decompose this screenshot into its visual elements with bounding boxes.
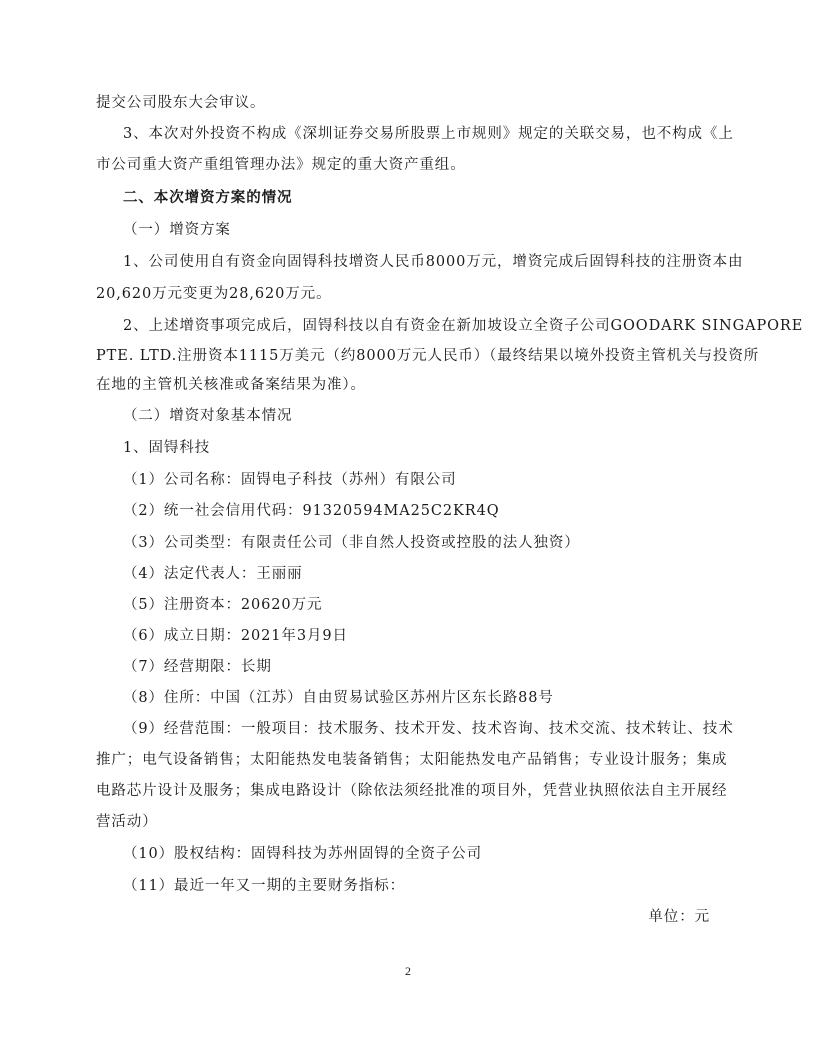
paragraph-line: 市公司重大资产重组管理办法》规定的重大资产重组。 bbox=[96, 157, 466, 173]
subsection-heading: （二）增资对象基本情况 bbox=[123, 408, 293, 424]
business-scope-line: 电路芯片设计及服务；集成电路设计（除依法须经批准的项目外，凭营业执照依法自主开展经 bbox=[96, 783, 728, 799]
company-type: （3）公司类型：有限责任公司（非自然人投资或控股的法人独资） bbox=[123, 535, 580, 551]
subsection-heading: （一）增资方案 bbox=[123, 222, 231, 238]
paragraph-line: 2、上述增资事项完成后，固锝科技以自有资金在新加坡设立全资子公司GOODARK SINGAPORE bbox=[123, 318, 804, 334]
paragraph-line: 1、公司使用自有资金向固锝科技增资人民币8000万元，增资完成后固锝科技的注册资本由 bbox=[123, 254, 744, 270]
operating-term: （7）经营期限：长期 bbox=[123, 659, 272, 675]
paragraph-line: 20,620万元变更为28,620万元。 bbox=[96, 286, 332, 302]
financial-indicators-heading: （11）最近一年又一期的主要财务指标： bbox=[123, 878, 406, 894]
legal-representative: （4）法定代表人：王丽丽 bbox=[123, 566, 303, 582]
establishment-date: （6）成立日期：2021年3月9日 bbox=[123, 628, 348, 644]
paragraph-line: 3、本次对外投资不构成《深圳证券交易所股票上市规则》规定的关联交易，也不构成《上 bbox=[123, 126, 734, 142]
business-scope-line: （9）经营范围：一般项目：技术服务、技术开发、技术咨询、技术交流、技术转让、技术 bbox=[123, 721, 734, 737]
company-name: （1）公司名称：固锝电子科技（苏州）有限公司 bbox=[123, 472, 457, 488]
list-heading: 1、固锝科技 bbox=[123, 440, 211, 456]
registered-capital: （5）注册资本：20620万元 bbox=[123, 597, 323, 613]
paragraph-line: 在地的主管机关核准或备案结果为准）。 bbox=[96, 377, 366, 393]
paragraph-line: 提交公司股东大会审议。 bbox=[96, 95, 266, 111]
business-scope-line: 推广；电气设备销售；太阳能热发电装备销售；太阳能热发电产品销售；专业设计服务；集成 bbox=[96, 752, 728, 768]
paragraph-line: PTE. LTD.注册资本1115万美元（约8000万元人民币）（最终结果以境外投资主管机关与投资所 bbox=[96, 348, 760, 364]
credit-code: （2）统一社会信用代码：91320594MA25C2KR4Q bbox=[123, 503, 500, 519]
address: （8）住所：中国（江苏）自由贸易试验区苏州片区东长路88号 bbox=[123, 690, 554, 706]
section-heading: 二、本次增资方案的情况 bbox=[123, 189, 293, 206]
business-scope-line: 营活动） bbox=[96, 814, 158, 830]
unit-label: 单位：元 bbox=[648, 909, 710, 925]
ownership-structure: （10）股权结构：固锝科技为苏州固锝的全资子公司 bbox=[123, 846, 483, 862]
page-number: 2 bbox=[405, 964, 411, 978]
